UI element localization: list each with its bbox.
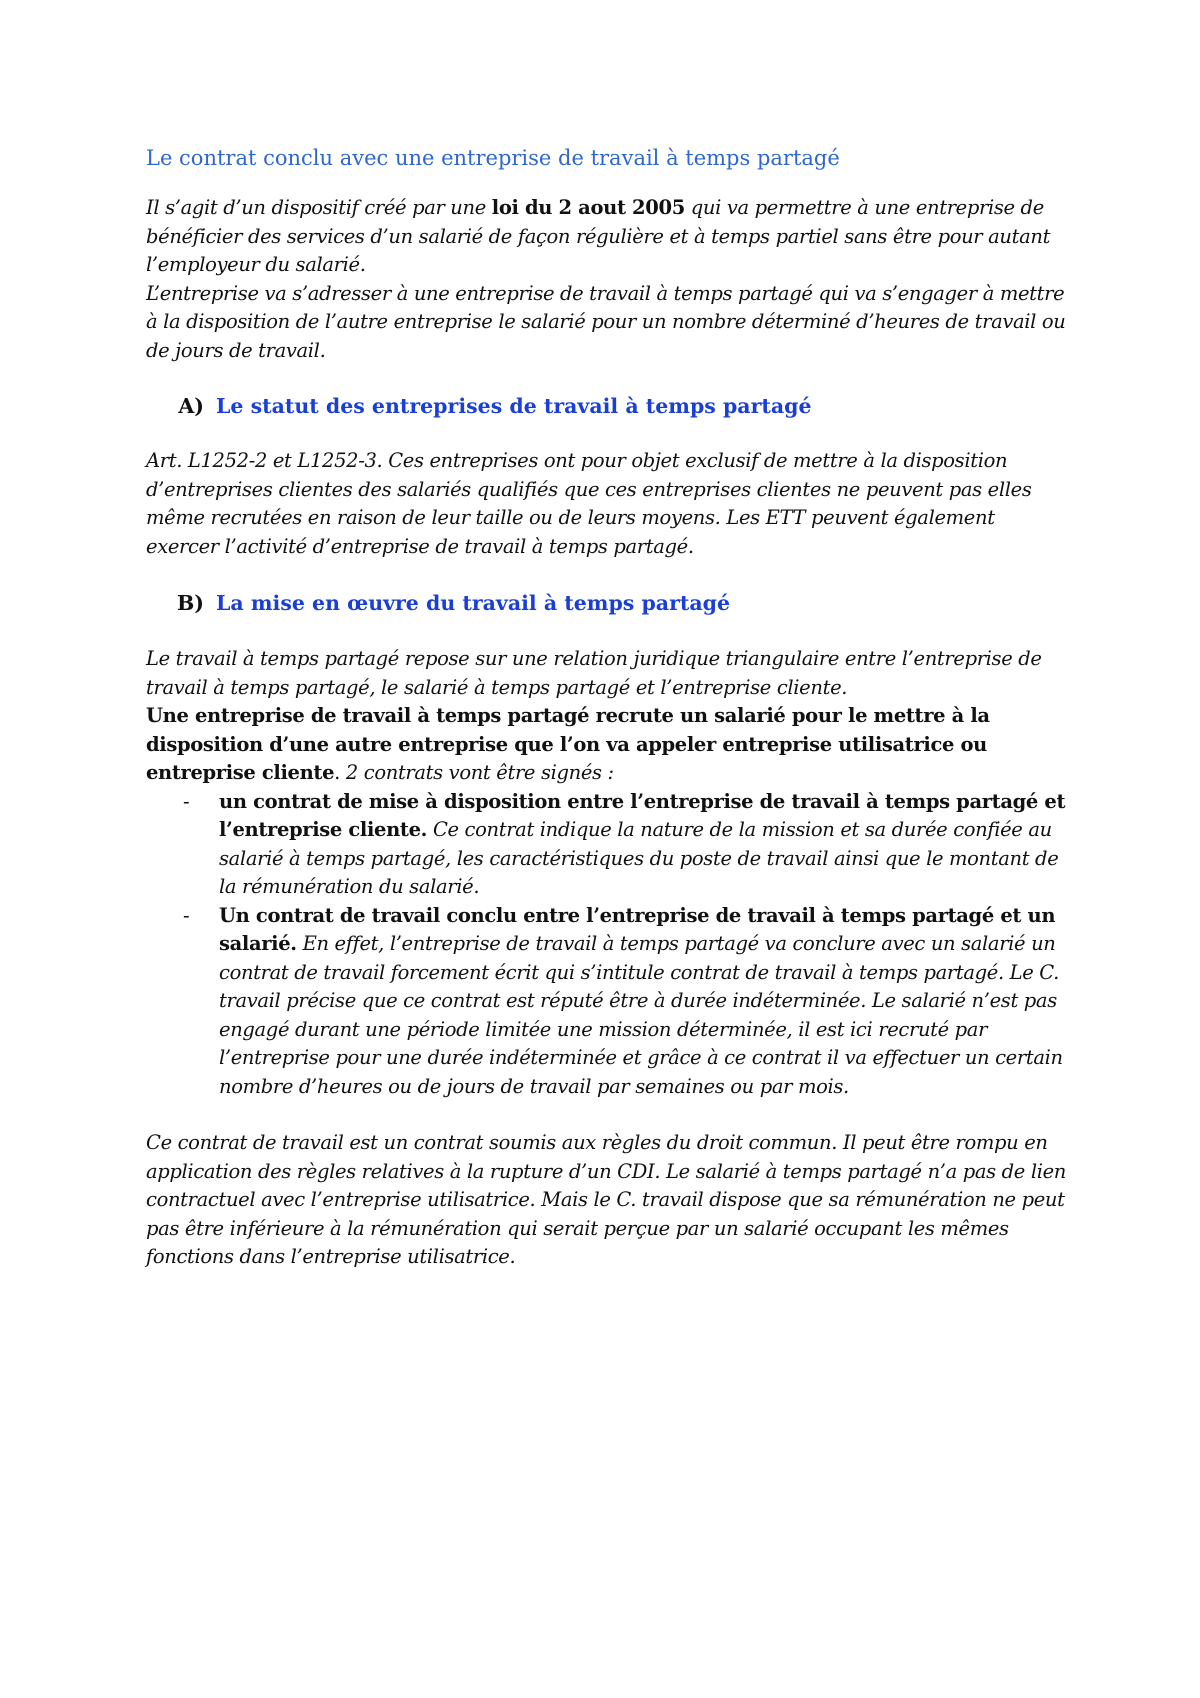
- bullet-bold-text: Un contrat de travail conclu entre l’entreprise de travail à temps partagé et un salarié.: [219, 903, 1056, 955]
- document-page: [146, 144, 1066, 1272]
- bullet-dash: -: [183, 789, 190, 813]
- section-b-bold-statement: Une entreprise de travail à temps partagé recrute un salarié pour le mettre à la disposition d’une autre entreprise que l’on va appeler entreprise utilisatrice ou entreprise cliente: [146, 704, 990, 784]
- list-item: [146, 902, 1066, 1102]
- intro-text-2: qui va permettre à une entreprise de bénéficier des services d’un salarié de façon régulière et à temps partiel sans être pour autant l’employeur du salarié.: [146, 196, 1051, 276]
- list-item: [146, 788, 1066, 902]
- section-b-title: La mise en œuvre du travail à temps partagé: [216, 591, 731, 615]
- intro-text-1: Il s’agit d’un dispositif créé par une: [146, 196, 492, 219]
- bullet-bold-text: un contrat de mise à disposition entre l’entreprise de travail à temps partagé et l’entreprise cliente.: [219, 789, 1066, 841]
- document-title: Le contrat conclu avec une entreprise de travail à temps partagé: [146, 146, 840, 170]
- closing-paragraph: Ce contrat de travail est un contrat soumis aux règles du droit commun. Il peut être rompu en application des règles relatives à la rupture d’un CDI. Le salarié à temps partagé n’a pas de lien contractuel avec l’entreprise utilisatrice. Mais le C. travail dispose que sa rémunération ne peut pas être inférieure à la rémunération qui serait perçue par un salarié occupant les mêmes fonctions dans l’entreprise utilisatrice.: [146, 1131, 1067, 1268]
- section-b-contracts-intro: 2 contrats vont être signés :: [340, 761, 614, 784]
- section-b-paragraph-2: [146, 702, 1066, 788]
- section-a-heading: [146, 392, 1066, 420]
- section-b-heading: [146, 589, 1066, 617]
- section-a-paragraph: Art. L1252-2 et L1252-3. Ces entreprises ont pour objet exclusif de mettre à la disposition d’entreprises clientes des salariés qualifiés que ces entreprises clientes ne peuvent pas elles même recrutées en raison de leur taille ou de leurs moyens. Les ETT peuvent également exercer l’activité d’entreprise de travail à temps partagé.: [146, 449, 1032, 558]
- section-b-letter: B): [176, 591, 204, 615]
- section-a-title: Le statut des entreprises de travail à temps partagé: [216, 394, 812, 418]
- intro-text-3: L’entreprise va s’adresser à une entreprise de travail à temps partagé qui va s’engager à mettre à la disposition de l’autre entreprise le salarié pour un nombre déterminé d’heures de travail ou de jours de travail.: [146, 281, 1066, 362]
- section-a-letter: A): [178, 394, 204, 418]
- contracts-list: [146, 788, 1066, 1102]
- bullet-italic-text: En effet, l’entreprise de travail à temps partagé va conclure avec un salarié un contrat de travail forcement écrit qui s’intitule contrat de travail à temps partagé. Le C. travail précise que ce contrat est réputé être à durée indéterminée. Le salarié n’est pas engagé durant une période limitée une mission déterminée, il est ici recruté par l’entreprise pour une durée indéterminée et grâce à ce contrat il va effectuer un certain nombre d’heures ou de jours de travail par semaines ou par mois.: [219, 932, 1063, 1098]
- intro-paragraph: [146, 194, 1066, 365]
- section-b-paragraph-1: Le travail à temps partagé repose sur une relation juridique triangulaire entre l’entreprise de travail à temps partagé, le salarié à temps partagé et l’entreprise cliente.: [146, 647, 1042, 699]
- bullet-dash: -: [183, 903, 190, 927]
- section-b-dot: .: [334, 761, 341, 784]
- bullet-italic-text: Ce contrat indique la nature de la mission et sa durée confiée au salarié à temps partagé, les caractéristiques du poste de travail ainsi que le montant de la rémunération du salarié.: [219, 818, 1059, 898]
- intro-law-date: loi du 2 aout 2005: [491, 196, 685, 219]
